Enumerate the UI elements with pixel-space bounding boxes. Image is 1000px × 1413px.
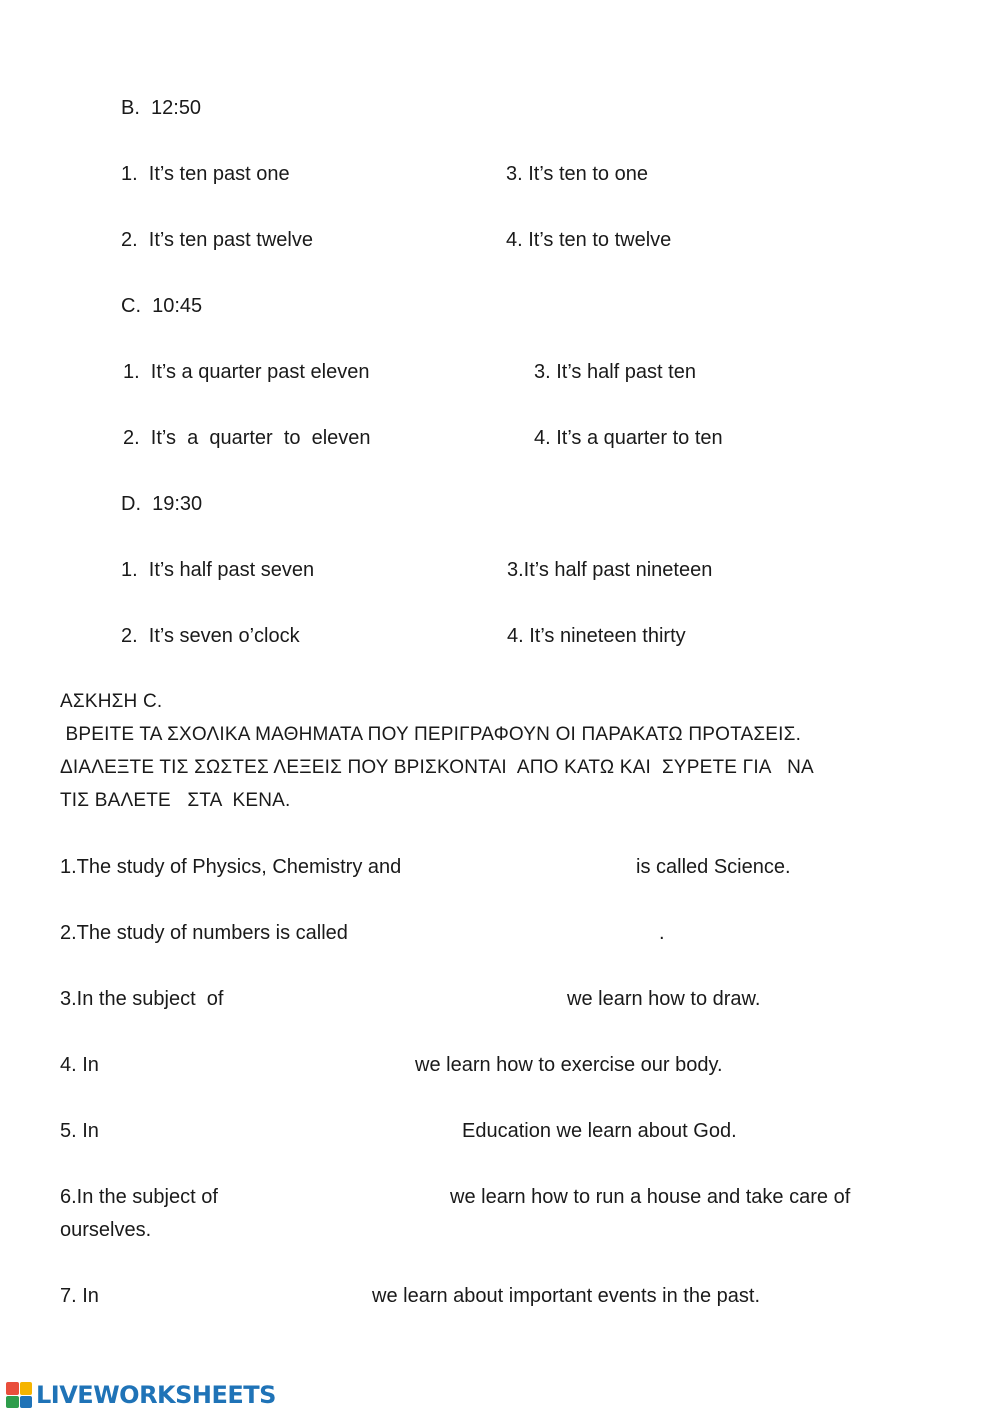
question-b-option-4[interactable]: 4. It’s ten to twelve xyxy=(506,229,672,251)
question-d-option-1[interactable]: 1. It’s half past seven xyxy=(121,559,315,581)
exercise-title: ΑΣΚΗΣΗ C. xyxy=(60,691,163,712)
question-d-option-4[interactable]: 4. It’s nineteen thirty xyxy=(507,625,686,647)
sentence-6-continuation: ourselves. xyxy=(60,1219,152,1241)
question-c-time: C. 10:45 xyxy=(121,295,203,317)
question-c-option-1[interactable]: 1. It’s a quarter past eleven xyxy=(123,361,370,383)
sentence-3-start: 3.In the subject of xyxy=(60,988,224,1010)
sentence-2-start: 2.The study of numbers is called xyxy=(60,922,348,944)
question-c-option-4[interactable]: 4. It’s a quarter to ten xyxy=(534,427,723,449)
logo-square-blue xyxy=(20,1396,33,1409)
brand-name: LIVEWORKSHEETS xyxy=(36,1381,276,1409)
question-b-option-3[interactable]: 3. It’s ten to one xyxy=(506,163,648,185)
sentence-4-blank[interactable] xyxy=(108,1050,412,1082)
sentence-7-start: 7. In xyxy=(60,1285,99,1307)
question-d-option-2[interactable]: 2. It’s seven o’clock xyxy=(121,625,300,647)
question-d-time: D. 19:30 xyxy=(121,493,203,515)
sentence-7-end: we learn about important events in the past. xyxy=(372,1285,761,1307)
exercise-instruction-line-2: ΔΙΑΛΕΞΤΕ ΤΙΣ ΣΩΣΤΕΣ ΛΕΞΕΙΣ ΠΟΥ ΒΡΙΣΚΟΝΤΑΙ ΑΠΟ ΚΑΤΩ ΚΑΙ ΣΥΡΕΤΕ ΓΙΑ ΝΑ xyxy=(60,757,814,778)
sentence-6-start: 6.In the subject of xyxy=(60,1186,218,1208)
liveworksheets-logo[interactable] xyxy=(6,1380,276,1410)
sentence-2-end: . xyxy=(659,922,665,944)
question-c-option-2[interactable]: 2. It’s a quarter to eleven xyxy=(123,427,371,449)
sentence-3-blank[interactable] xyxy=(245,984,564,1016)
question-b-time: B. 12:50 xyxy=(121,97,202,119)
sentence-5-end: Education we learn about God. xyxy=(462,1120,737,1142)
question-b-option-1[interactable]: 1. It’s ten past one xyxy=(121,163,290,185)
sentence-4-start: 4. In xyxy=(60,1054,99,1076)
sentence-4-end: we learn how to exercise our body. xyxy=(415,1054,723,1076)
question-c-option-3[interactable]: 3. It’s half past ten xyxy=(534,361,696,383)
sentence-5-start: 5. In xyxy=(60,1120,99,1142)
logo-square-yellow xyxy=(20,1382,33,1395)
exercise-instruction-line-3: ΤΙΣ ΒΑΛΕΤΕ ΣΤΑ ΚΕΝΑ. xyxy=(60,790,291,811)
sentence-1-start: 1.The study of Physics, Chemistry and xyxy=(60,856,402,878)
logo-square-green xyxy=(6,1396,19,1409)
sentence-2-blank[interactable] xyxy=(375,918,659,950)
sentence-5-blank[interactable] xyxy=(108,1116,460,1148)
question-d-option-3[interactable]: 3.It’s half past nineteen xyxy=(507,559,713,581)
sentence-1-blank[interactable] xyxy=(425,852,634,884)
question-b-option-2[interactable]: 2. It’s ten past twelve xyxy=(121,229,313,251)
exercise-instruction-line-1: ΒΡΕΙΤΕ ΤΑ ΣΧΟΛΙΚΑ ΜΑΘΗΜΑΤΑ ΠΟΥ ΠΕΡΙΓΡΑΦΟΥΝ ΟΙ ΠΑΡΑΚΑΤΩ ΠΡΟΤΑΣΕΙΣ. xyxy=(60,724,802,745)
sentence-3-end: we learn how to draw. xyxy=(567,988,761,1010)
sentence-1-end: is called Science. xyxy=(636,856,791,878)
sentence-6-end: we learn how to run a house and take care of xyxy=(450,1186,851,1208)
logo-square-red xyxy=(6,1382,19,1395)
sentence-6-blank[interactable] xyxy=(240,1182,448,1214)
sentence-7-blank[interactable] xyxy=(108,1281,370,1313)
logo-mark-icon xyxy=(6,1382,32,1408)
